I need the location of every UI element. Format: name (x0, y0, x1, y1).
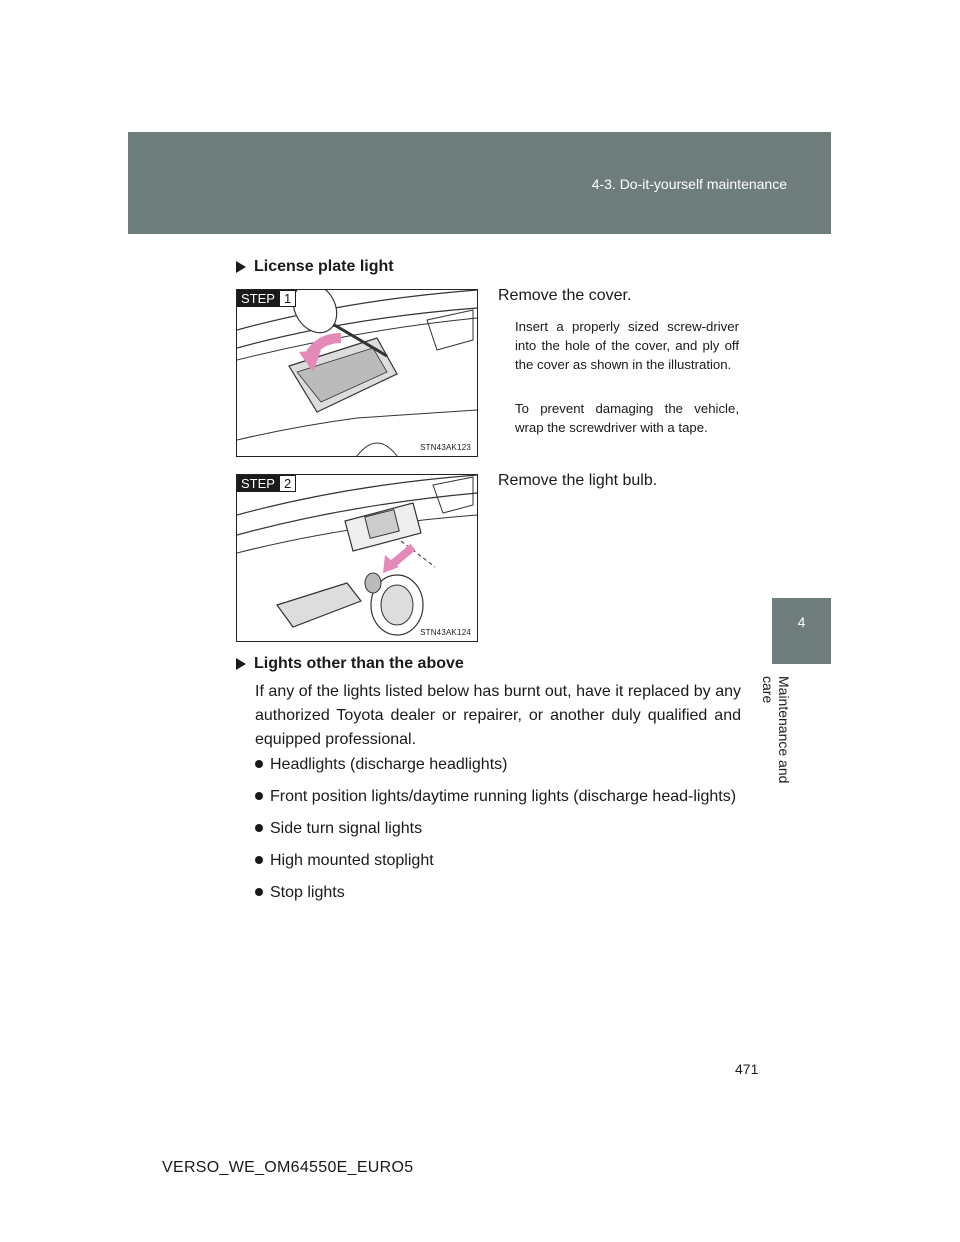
header-bar (128, 132, 831, 234)
document-code: VERSO_WE_OM64550E_EURO5 (162, 1159, 414, 1176)
page-number: 471 (735, 1061, 759, 1077)
step-number: 1 (279, 290, 296, 307)
step-label: STEP (237, 475, 279, 492)
figure-code: STN43AK124 (420, 628, 471, 637)
license-plate-heading (236, 258, 394, 276)
figure-code: STN43AK123 (420, 443, 471, 452)
chapter-label: Maintenance and care (760, 676, 792, 784)
other-lights-body: If any of the lights listed below has burnt out, have it replaced by any authorized Toyota dealer or repairer, or another duly qualified and equipped professional. (255, 683, 741, 748)
other-lights-title: Lights other than the above (254, 655, 464, 672)
triangle-bullet-icon (236, 658, 246, 670)
bullet-dot-icon (255, 760, 263, 768)
list-item: Side turn signal lights (255, 817, 741, 841)
bullet-dot-icon (255, 792, 263, 800)
bullet-dot-icon (255, 856, 263, 864)
chapter-number: 4 (797, 614, 806, 630)
other-lights-heading (236, 655, 464, 673)
step1-badge (237, 290, 296, 307)
bullet-dot-icon (255, 824, 263, 832)
triangle-bullet-icon (236, 261, 246, 273)
light-list (255, 753, 741, 913)
chapter-tab (772, 598, 831, 664)
step1-detail-2: To prevent damaging the vehicle, wrap the screwdriver with a tape. (515, 401, 739, 435)
list-item: Stop lights (255, 881, 741, 905)
list-item: Headlights (discharge headlights) (255, 753, 741, 777)
cover-removal-illustration (237, 290, 477, 456)
list-item: High mounted stoplight (255, 849, 741, 873)
section-header: 4-3. Do-it-yourself maintenance (591, 176, 787, 192)
step1-detail-1: Insert a properly sized screw-driver into the hole of the cover, and ply off the cover as shown in the illustration. (515, 319, 739, 372)
step2-instruction: Remove the light bulb. (498, 472, 658, 489)
step2-illustration (236, 474, 478, 642)
list-item: Front position lights/daytime running lights (discharge head-lights) (255, 785, 741, 809)
step-number: 2 (279, 475, 296, 492)
bullet-dot-icon (255, 888, 263, 896)
bulb-removal-illustration (237, 475, 477, 641)
step1-instruction: Remove the cover. (498, 287, 632, 304)
step1-illustration (236, 289, 478, 457)
step2-badge (237, 475, 296, 492)
step-label: STEP (237, 290, 279, 307)
license-plate-title: License plate light (254, 258, 394, 275)
